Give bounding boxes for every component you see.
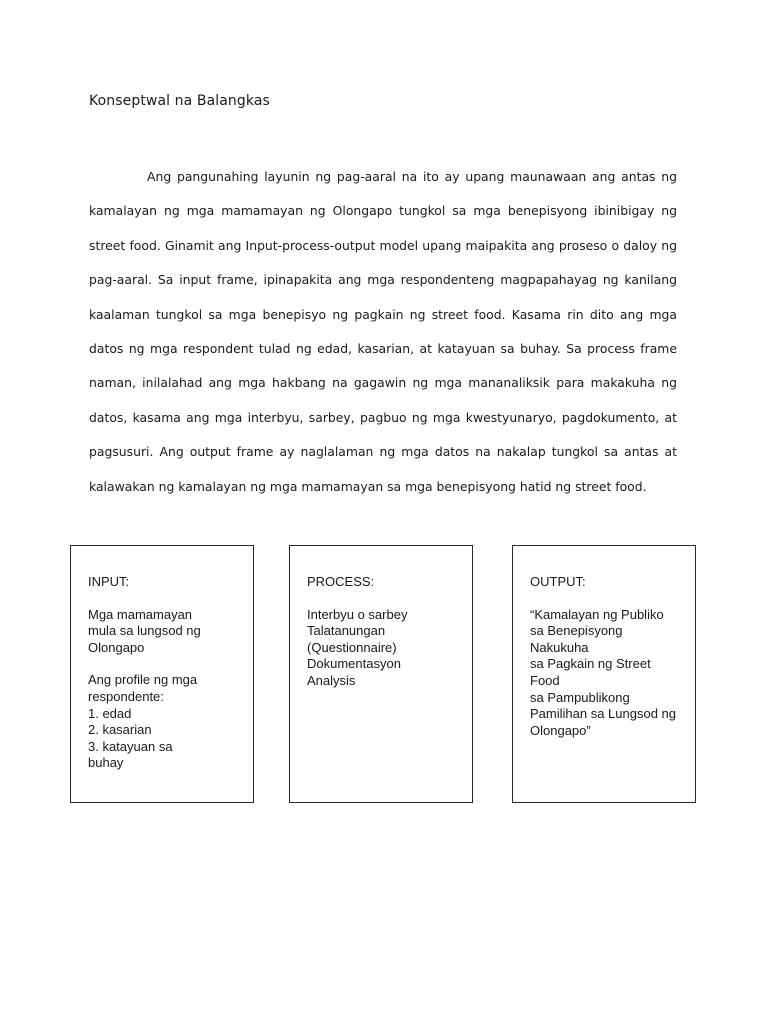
output-line: sa Benepisyong Nakukuha bbox=[530, 623, 623, 655]
output-line: sa Pagkain ng Street Food bbox=[530, 656, 651, 688]
input-frame bbox=[70, 545, 254, 803]
output-line: sa Pampublikong bbox=[530, 689, 630, 705]
input-line: Olongapo bbox=[88, 639, 145, 655]
input-line: 2. kasarian bbox=[88, 722, 152, 738]
input-line: respondente: bbox=[88, 688, 164, 704]
spacer bbox=[88, 656, 237, 672]
output-line: Pamilihan sa Lungsod ng bbox=[530, 706, 676, 722]
input-line: Mga mamamayan bbox=[88, 606, 193, 622]
output-frame bbox=[512, 545, 696, 803]
input-line: mula sa lungsod ng bbox=[88, 623, 201, 639]
process-line: Analysis bbox=[307, 672, 356, 688]
process-line: Dokumentasyon bbox=[307, 656, 401, 672]
input-line: 3. katayuan sa bbox=[88, 738, 173, 754]
process-line: Talatanungan bbox=[307, 623, 386, 639]
input-frame-title: INPUT: bbox=[88, 574, 130, 589]
process-frame-title: PROCESS: bbox=[307, 574, 375, 589]
input-line: buhay bbox=[88, 755, 124, 771]
input-line: Ang profile ng mga bbox=[88, 672, 198, 688]
output-line: Olongapo” bbox=[530, 722, 591, 738]
process-line: (Questionnaire) bbox=[307, 639, 397, 655]
input-line: 1. edad bbox=[88, 705, 132, 721]
output-line: “Kamalayan ng Publiko bbox=[530, 606, 664, 622]
process-frame bbox=[289, 545, 473, 803]
page-title: Konseptwal na Balangkas bbox=[89, 93, 270, 109]
output-frame-title: OUTPUT: bbox=[530, 574, 586, 589]
process-line: Interbyu o sarbey bbox=[307, 606, 408, 622]
body-paragraph: Ang pangunahing layunin ng pag-aaral na ito ay upang maunawaan ang antas ng kamalayan ng mga mamamayan ng Olongapo tungkol sa mga benepisyong ibinibigay ng street food. Ginamit ang Input-process-output model upang maipakita ang proseso o daloy ng pag-aaral. Sa input frame, ipinapakita ang mga respondenteng magpapahayag ng kanilang kaalaman tungkol sa mga benepisyo ng pagkain ng street food. Kasama rin dito ang mga datos ng mga respondent tulad ng edad, kasarian, at katayuan sa buhay. Sa process frame naman, inilalahad ang mga hakbang na gagawin ng mga mananaliksik para makakuha ng datos, kasama ang mga interbyu, sarbey, pagbuo ng mga kwestyunaryo, pagdokumento, at pagsusuri. Ang output frame ay naglalaman ng mga datos na nakalap tungkol sa antas at kalawakan ng kamalayan ng mga mamamayan sa mga benepisyong hatid ng street food. bbox=[89, 169, 677, 494]
